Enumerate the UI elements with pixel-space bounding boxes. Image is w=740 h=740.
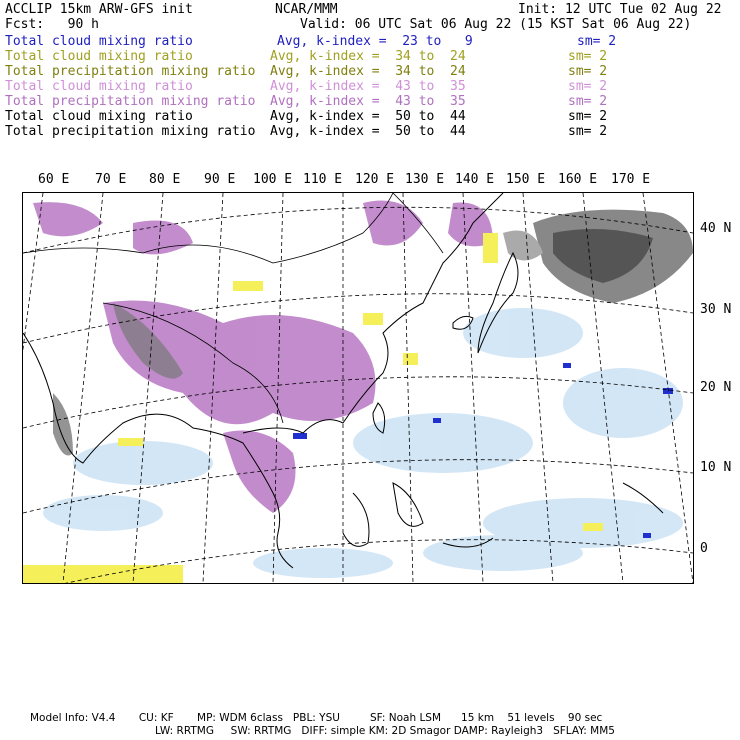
legend-avg: Avg, k-index = 50 to 44 (270, 124, 466, 139)
latitude-label: 40 N (700, 221, 732, 236)
longitude-label: 150 E (506, 172, 546, 187)
legend-field: Total precipitation mixing ratio (5, 124, 256, 139)
model-info-line2: LW: RRTMG SW: RRTMG DIFF: simple KM: 2D Smagor DAMP: Rayleigh3 SFLAY: MM5 (155, 725, 615, 737)
title-center: NCAR/MMM (275, 2, 338, 17)
forecast-hour: Fcst: 90 h (5, 17, 99, 32)
longitude-label: 80 E (149, 172, 181, 187)
longitude-label: 100 E (253, 172, 293, 187)
legend-sm: sm= 2 (568, 124, 608, 139)
legend-sm: sm= 2 (568, 64, 608, 79)
legend-avg: Avg, k-index = 34 to 24 (270, 64, 466, 79)
longitude-label: 120 E (355, 172, 395, 187)
legend-avg: Avg, k-index = 43 to 35 (270, 94, 466, 109)
legend-avg: Avg, k-index = 50 to 44 (270, 109, 466, 124)
legend-sm: sm= 2 (568, 94, 608, 109)
init-time: Init: 12 UTC Tue 02 Aug 22 (518, 2, 722, 17)
longitude-label: 110 E (303, 172, 343, 187)
latitude-label: 20 N (700, 380, 732, 395)
legend-sm: sm= 2 (568, 49, 608, 64)
longitude-label: 140 E (455, 172, 495, 187)
legend-field: Total cloud mixing ratio (5, 34, 193, 49)
legend-avg: Avg, k-index = 43 to 35 (270, 79, 466, 94)
legend-field: Total precipitation mixing ratio (5, 64, 256, 79)
longitude-label: 70 E (95, 172, 127, 187)
legend-sm: sm= 2 (577, 34, 617, 49)
legend-sm: sm= 2 (568, 79, 608, 94)
legend-field: Total cloud mixing ratio (5, 109, 193, 124)
longitude-label: 130 E (405, 172, 445, 187)
longitude-label: 160 E (558, 172, 598, 187)
legend-field: Total cloud mixing ratio (5, 79, 193, 94)
longitude-label: 170 E (611, 172, 651, 187)
legend-sm: sm= 2 (568, 109, 608, 124)
title-left: ACCLIP 15km ARW-GFS init (5, 2, 193, 17)
longitude-label: 60 E (38, 172, 70, 187)
longitude-label: 90 E (204, 172, 236, 187)
latitude-label: 10 N (700, 460, 732, 475)
legend-field: Total cloud mixing ratio (5, 49, 193, 64)
weather-map (22, 192, 694, 584)
valid-time: Valid: 06 UTC Sat 06 Aug 22 (15 KST Sat 06 Aug 22) (300, 17, 692, 32)
legend-field: Total precipitation mixing ratio (5, 94, 256, 109)
model-info-line1: Model Info: V4.4 CU: KF MP: WDM 6class PBL: YSU SF: Noah LSM 15 km 51 levels 90 sec (30, 712, 603, 724)
latitude-label: 0 (700, 541, 708, 556)
legend-avg: Avg, k-index = 23 to 9 (277, 34, 473, 49)
legend-avg: Avg, k-index = 34 to 24 (270, 49, 466, 64)
latitude-label: 30 N (700, 302, 732, 317)
map-svg (23, 193, 693, 583)
